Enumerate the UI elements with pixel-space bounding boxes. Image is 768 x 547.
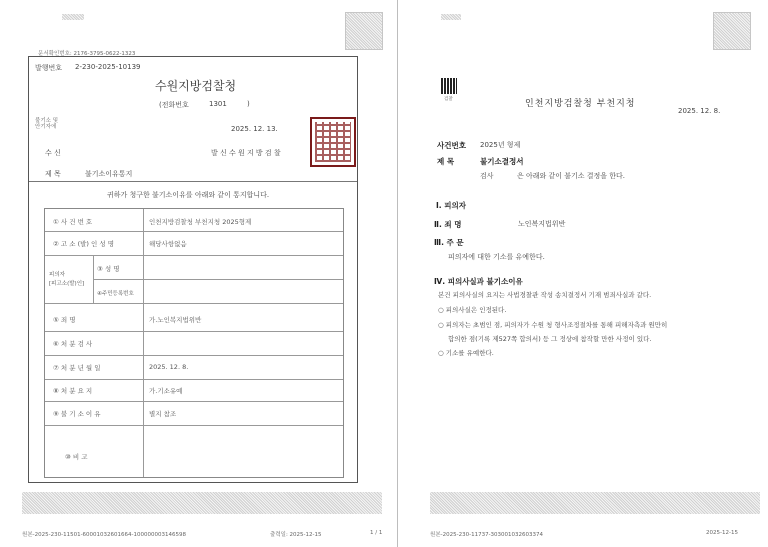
reason-text-4: 합의한 점(기록 제527쪽 합의서) 등 그 정상에 참작할 만한 사정이 있다.: [448, 335, 652, 343]
table-value: 가.노인복지법위반: [149, 316, 202, 324]
table-label: ③ 성 명: [97, 265, 120, 273]
reason-text-1: 본건 피의사실의 요지는 사법경찰관 작성 송치결정서 기재 범죄사실과 같다.: [438, 291, 652, 299]
footer-noise-strip: [22, 492, 382, 514]
table-value: 가.기소유예: [149, 387, 183, 395]
right-subject-value: 불기소결정서: [480, 157, 524, 166]
table-value: 인천지방검찰청 부천지청 2025형제: [149, 218, 252, 226]
right-footer-date: 2025-12-15: [706, 530, 738, 536]
prosecutor-label: 검사: [480, 172, 494, 180]
table-label: ⑧ 처 분 요 지: [53, 387, 93, 395]
qr-code-image-right: [713, 12, 751, 50]
subject-label: 제 목: [45, 170, 61, 178]
intro-text: 귀하가 청구한 불기소이유를 아래와 같이 통지합니다.: [107, 191, 270, 199]
reason-text-3: ○ 피의자는 초범인 점, 피의자가 수원 청 형사조정절차를 통해 피해자측과 원만히: [438, 321, 668, 329]
notice-table: [44, 208, 344, 478]
subject-divider: [29, 181, 357, 182]
phone-label: (전화번호: [159, 101, 189, 109]
table-label: ④주민등록번호: [97, 291, 134, 297]
section-reasons: Ⅳ. 피의사실과 불기소이유: [434, 277, 523, 286]
decision-statement: 은 아래와 같이 불기소 결정을 한다.: [517, 172, 626, 180]
sender-value: 발 신 수 원 지 방 검 찰: [211, 149, 281, 157]
doc-check-number: 문서확인번호: 2176-3795-0622-1323: [38, 51, 136, 57]
table-label: ⑦ 처 분 년 월 일: [53, 364, 101, 372]
footer-page: 1 / 1: [370, 530, 383, 536]
reason-text-5: ○ 기소를 유예한다.: [438, 349, 494, 357]
case-label: 사건번호: [437, 141, 466, 150]
right-subject-label: 제 목: [437, 157, 455, 166]
sender-label: 수 신: [45, 149, 61, 157]
phone-close: ): [247, 100, 250, 108]
section-charge-label: Ⅱ. 죄 명: [434, 220, 462, 229]
case-value: 2025년 형제: [480, 141, 521, 149]
suspect-label: 피의자 [피고소(발)인]: [49, 272, 85, 287]
doc-number-label: 발행번호: [35, 64, 63, 72]
table-value: 해당사항없음: [149, 240, 187, 248]
receiver-label: 불기소 및 안기자에: [35, 118, 59, 130]
table-value: 2025. 12. 8.: [149, 363, 189, 371]
page-divider: [397, 0, 398, 547]
official-seal: [310, 117, 356, 167]
form-title: 수원지방검찰청: [155, 79, 237, 93]
section-charge-value: 노인복지법위반: [518, 220, 566, 228]
table-value: 별지 참조: [149, 410, 177, 418]
subject-value: 불기소이유통지: [85, 170, 133, 178]
footer-print-date: 출력일: 2025-12-15: [270, 532, 322, 538]
right-doc-date: 2025. 12. 8.: [678, 107, 721, 115]
table-label: ⑨ 불 기 소 이 유: [53, 410, 101, 418]
phone-value: 1301: [209, 100, 227, 108]
table-label: ⑩ 비 고: [65, 453, 88, 461]
issue-date: 2025. 12. 13.: [231, 125, 278, 133]
top-barcode-scribble: [62, 14, 84, 20]
reason-text-2: ○ 피의사실은 인정된다.: [438, 306, 507, 314]
footer-original-id: 원본-2025-230-11501-60001032601664-100000003146598: [22, 532, 187, 538]
table-label-column-divider: [143, 209, 144, 477]
prosecution-logo-icon: [441, 78, 457, 94]
table-label: ⑤ 죄 명: [53, 316, 76, 324]
disposition-text: 피의자에 대한 기소를 유예한다.: [448, 253, 545, 261]
qr-code-image: [345, 12, 383, 50]
section-suspect: Ⅰ. 피의자: [436, 201, 466, 210]
table-label: ① 사 건 번 호: [53, 218, 93, 226]
top-scribble-right: [441, 14, 461, 20]
right-footer-id: 원본-2025-230-11737-303001032603374: [430, 532, 544, 538]
logo-caption: 검찰: [444, 97, 453, 102]
footer-noise-strip-right: [430, 492, 760, 514]
right-doc-title: 인천지방검찰청 부천지청: [525, 99, 636, 109]
doc-number-value: 2-230-2025-10139: [75, 63, 141, 71]
table-label: ② 고 소 (발) 인 성 명: [53, 240, 114, 248]
section-disposition: Ⅲ. 주 문: [434, 238, 464, 247]
table-label: ⑥ 처 분 검 사: [53, 340, 93, 348]
